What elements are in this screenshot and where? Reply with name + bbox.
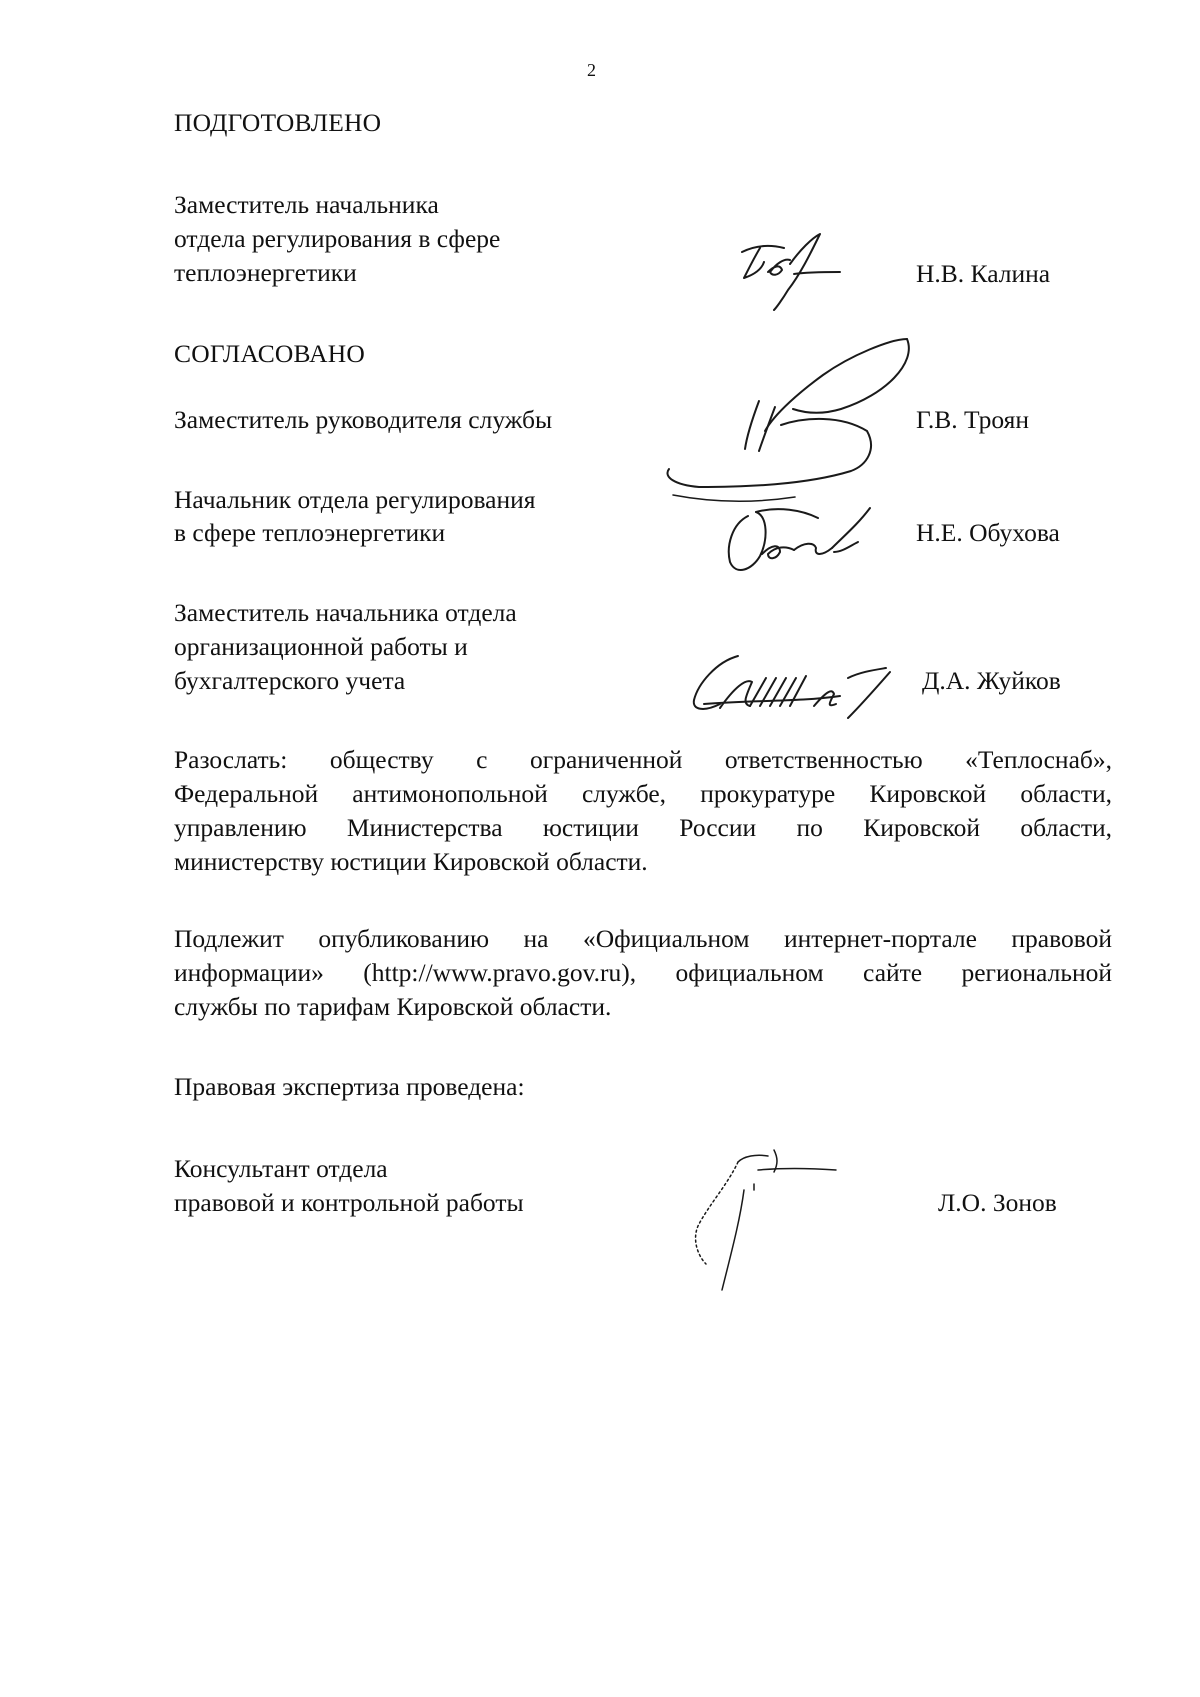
signature-kalina [728,228,868,318]
distribution-line: Федеральной антимонопольной службе, прокуратуре Кировской области, [174,779,1112,808]
agreed-signer-1-position: Заместитель руководителя службы [174,405,553,434]
publication-line: информации» (http://www.pravo.gov.ru), официальном сайте региональной [174,958,1112,987]
prepared-position-line: Заместитель начальника [174,190,439,219]
legal-review-signer-name: Л.О. Зонов [938,1188,1057,1217]
distribution-line: министерству юстиции Кировской области. [174,847,648,876]
signature-obukhova [718,496,898,586]
prepared-position-line: теплоэнергетики [174,258,357,287]
prepared-position-line: отдела регулирования в сфере [174,224,501,253]
distribution-line: Разослать: обществу с ограниченной ответственностью «Теплоснаб», [174,745,1112,774]
agreed-signer-2-position: в сфере теплоэнергетики [174,518,446,547]
publication-line: службы по тарифам Кировской области. [174,992,612,1021]
distribution-paragraph [174,743,1112,879]
agreed-signer-3-position: Заместитель начальника отдела [174,598,517,627]
publication-paragraph [174,922,1112,1024]
prepared-heading: ПОДГОТОВЛЕНО [174,108,382,137]
legal-review-label: Правовая экспертиза проведена: [174,1072,525,1101]
agreed-signer-2-position: Начальник отдела регулирования [174,485,536,514]
agreed-signer-3-name: Д.А. Жуйков [922,666,1061,695]
agreed-signer-3-position: организационной работы и [174,632,468,661]
legal-review-position-line: правовой и контрольной работы [174,1188,524,1217]
publication-line: Подлежит опубликованию на «Официальном интернет-портале правовой [174,924,1112,953]
distribution-line: управлению Министерства юстиции России по Кировской области, [174,813,1112,842]
prepared-signer-name: Н.В. Калина [916,259,1051,288]
agreed-heading: СОГЛАСОВАНО [174,339,365,368]
agreed-signer-1-name: Г.В. Троян [916,405,1029,434]
signature-zonov [688,1140,888,1300]
page-number: 2 [587,60,596,80]
signature-zhuykov [680,648,920,724]
agreed-signer-3-position: бухгалтерского учета [174,666,406,695]
agreed-signer-2-name: Н.Е. Обухова [916,518,1060,547]
legal-review-position-line: Консультант отдела [174,1154,388,1183]
